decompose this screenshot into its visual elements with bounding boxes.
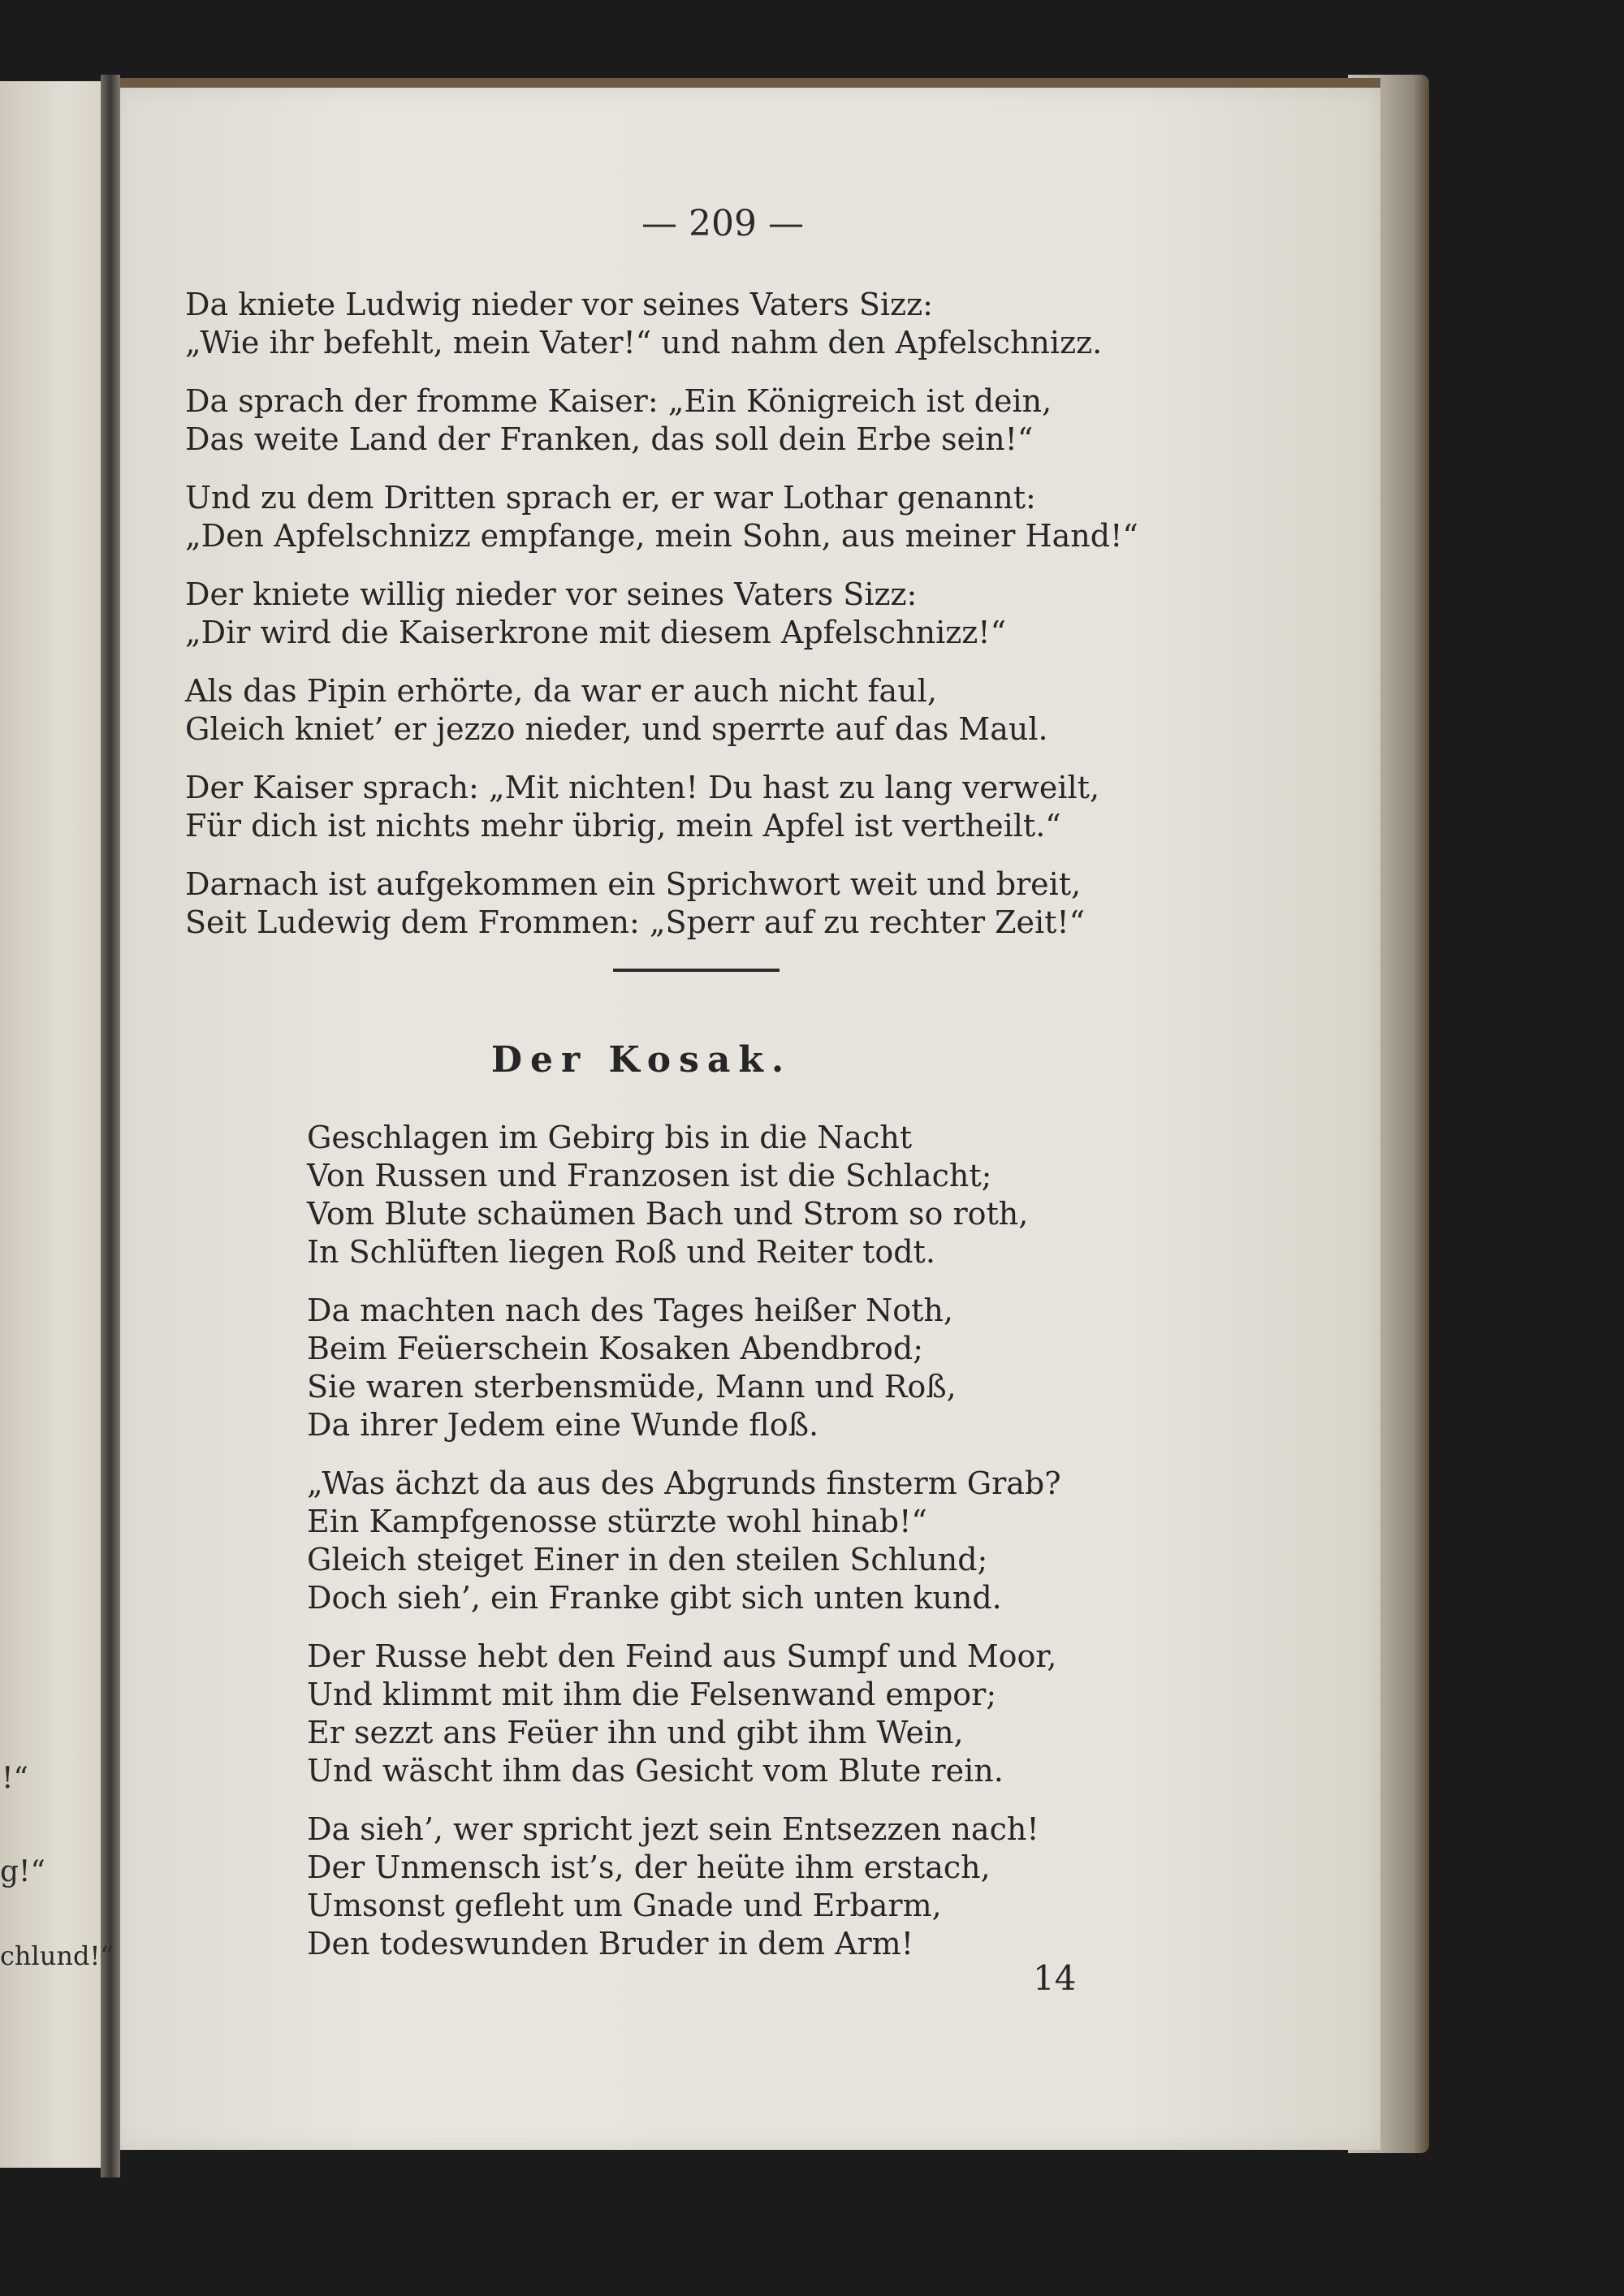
verse-line: Als das Pipin erhörte, da war er auch nicht faul,	[185, 673, 937, 709]
poem-der-kosak	[307, 1119, 1061, 1983]
verse-line: Der Russe hebt den Feind aus Sumpf und Moor,	[307, 1638, 1057, 1674]
left-page-fragment: g!“	[0, 1855, 45, 1888]
verse-line: Doch sieh’, ein Franke gibt sich unten kund.	[307, 1580, 1002, 1616]
verse-line: Und wäscht ihm das Gesicht vom Blute rein.	[307, 1753, 1004, 1789]
verse-line: Ein Kampfgenosse stürzte wohl hinab!“	[307, 1504, 927, 1539]
verse-line: Gleich steiget Einer in den steilen Schlund;	[307, 1542, 988, 1577]
verse-line: „Dir wird die Kaiserkrone mit diesem Apfelschnizz!“	[185, 615, 1007, 650]
stanza	[307, 1292, 1061, 1444]
verse-line: Das weite Land der Franken, das soll dein Erbe sein!“	[185, 421, 1034, 457]
stanza	[307, 1638, 1061, 1790]
sheet-signature-number: 14	[1033, 1958, 1077, 1998]
verse-line: Da ihrer Jedem eine Wunde floß.	[307, 1407, 819, 1443]
stanza	[307, 1465, 1061, 1617]
stanza	[185, 672, 1138, 749]
left-page-fragment: chlund!“	[0, 1940, 114, 1971]
verse-line: Vom Blute schaümen Bach und Strom so roth,	[307, 1196, 1029, 1232]
stanza	[185, 286, 1138, 362]
verse-line: „Was ächzt da aus des Abgrunds finsterm Grab?	[307, 1465, 1061, 1501]
verse-line: „Wie ihr befehlt, mein Vater!“ und nahm den Apfelschnizz.	[185, 325, 1103, 360]
verse-line: Und klimmt mit ihm die Felsenwand empor;	[307, 1677, 997, 1712]
verse-line: Beim Feüerschein Kosaken Abendbrod;	[307, 1331, 924, 1366]
verse-line: Und zu dem Dritten sprach er, er war Lothar genannt:	[185, 480, 1036, 516]
verse-line: Der Kaiser sprach: „Mit nichten! Du hast zu lang verweilt,	[185, 770, 1100, 805]
poem-continuation	[185, 286, 1138, 962]
stanza	[185, 382, 1138, 459]
verse-line: Darnach ist aufgekommen ein Sprichwort weit und breit,	[185, 866, 1082, 902]
stanza	[185, 769, 1138, 845]
verse-line: Geschlagen im Gebirg bis in die Nacht	[307, 1120, 913, 1155]
verse-line: Da machten nach des Tages heißer Noth,	[307, 1293, 953, 1328]
verse-line: Der kniete willig nieder vor seines Vaters Sizz:	[185, 576, 918, 612]
verse-line: Gleich kniet’ er jezzo nieder, und sperrte auf das Maul.	[185, 711, 1048, 747]
section-divider	[613, 969, 780, 972]
stanza	[185, 865, 1138, 942]
verse-line: Umsonst gefleht um Gnade und Erbarm,	[307, 1888, 942, 1923]
stanza	[307, 1119, 1061, 1271]
verse-line: Von Russen und Franzosen ist die Schlacht;	[307, 1158, 992, 1193]
verse-line: Der Unmensch ist’s, der heüte ihm erstach,	[307, 1849, 991, 1885]
book-gutter	[101, 75, 120, 2177]
verse-line: Seit Ludewig dem Frommen: „Sperr auf zu rechter Zeit!“	[185, 904, 1086, 940]
verse-line: Den todeswunden Bruder in dem Arm!	[307, 1926, 914, 1962]
verse-line: „Den Apfelschnizz empfange, mein Sohn, aus meiner Hand!“	[185, 518, 1138, 554]
verse-line: Für dich ist nichts mehr übrig, mein Apfel ist vertheilt.“	[185, 808, 1061, 844]
verse-line: In Schlüften liegen Roß und Reiter todt.	[307, 1234, 935, 1270]
verse-line: Er sezzt ans Feüer ihn und gibt ihm Wein,	[307, 1715, 964, 1750]
verse-line: Da sprach der fromme Kaiser: „Ein Königreich ist dein,	[185, 383, 1052, 419]
stanza	[185, 479, 1138, 555]
page-number: — 209 —	[641, 203, 804, 244]
stanza	[307, 1810, 1061, 1963]
verse-line: Da kniete Ludwig nieder vor seines Vaters Sizz:	[185, 287, 933, 322]
left-page-fragment: !“	[2, 1762, 28, 1795]
poem-title: Der Kosak.	[490, 1039, 793, 1081]
verse-line: Sie waren sterbensmüde, Mann und Roß,	[307, 1369, 957, 1405]
stanza	[185, 576, 1138, 652]
verse-line: Da sieh’, wer spricht jezt sein Entsezzen nach!	[307, 1811, 1039, 1847]
